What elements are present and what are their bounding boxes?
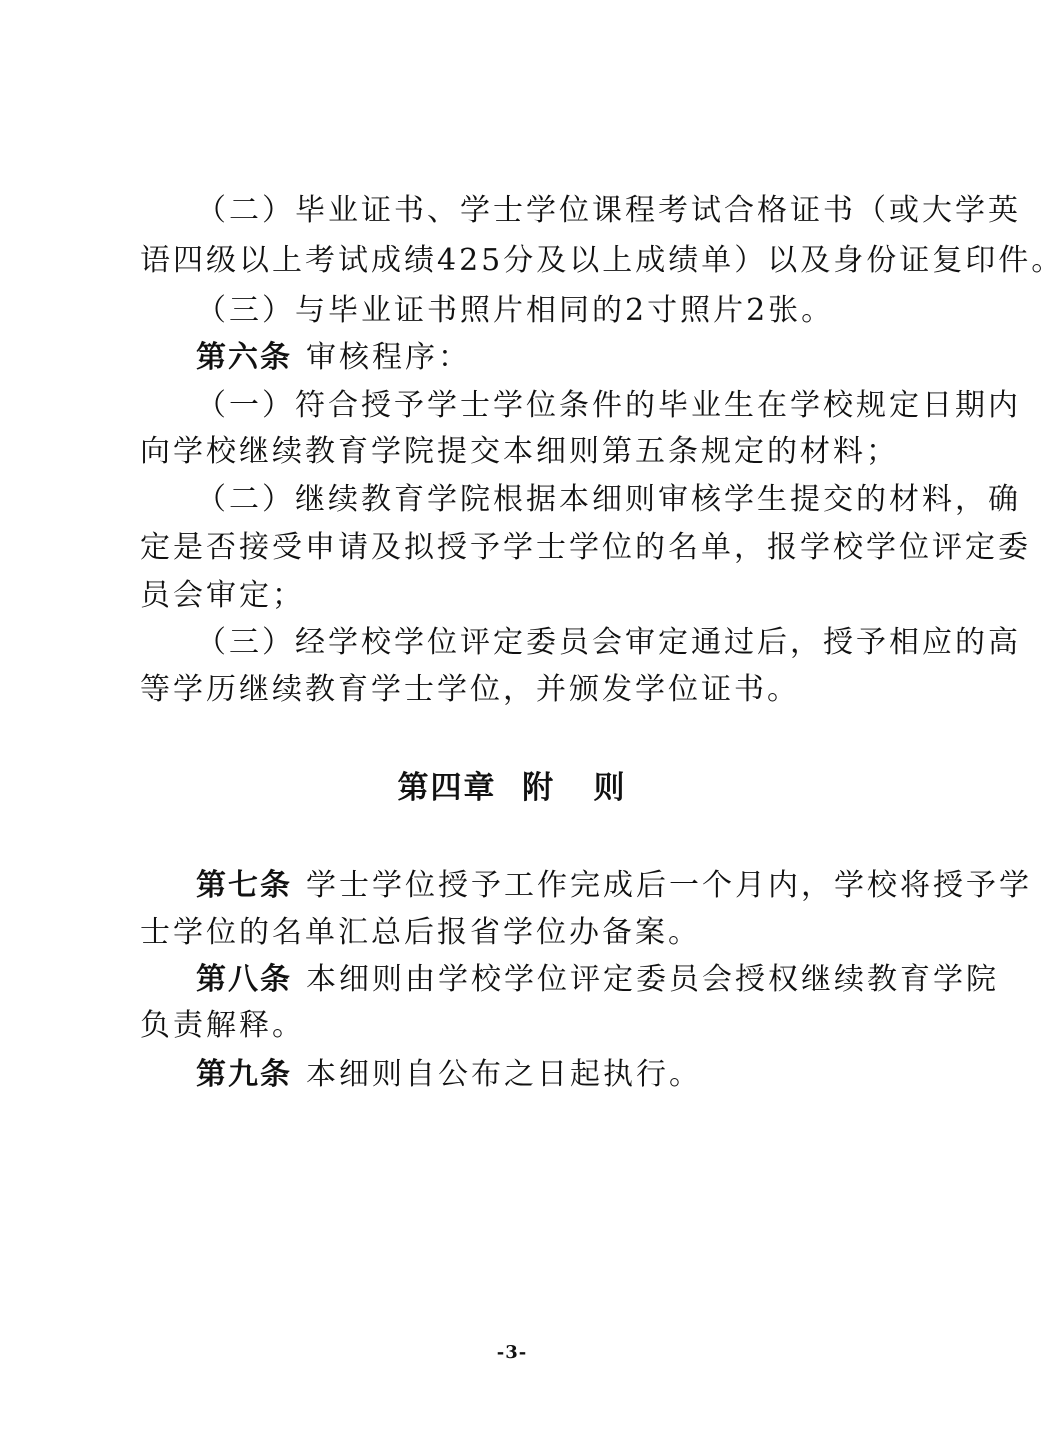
article-seven-line bbox=[196, 861, 1032, 911]
page-number: -3- bbox=[496, 1342, 528, 1363]
paragraph-line: （三）经学校学位评定委员会审定通过后，授予相应的高 bbox=[196, 625, 1021, 660]
article-six-text: 审核程序： bbox=[306, 340, 471, 375]
paragraph-line: （二）毕业证书、学士学位课程考试合格证书（或大学英 bbox=[196, 193, 1021, 228]
article-nine-line bbox=[196, 1050, 900, 1100]
paragraph-line: 员会审定； bbox=[140, 578, 305, 613]
paragraph-line: （二）继续教育学院根据本细则审核学生提交的材料，确 bbox=[196, 482, 1021, 517]
article-six-line bbox=[196, 333, 900, 383]
article-six-label: 第六条 bbox=[196, 340, 292, 375]
paragraph-line: 向学校继续教育学院提交本细则第五条规定的材料； bbox=[140, 434, 899, 469]
article-seven-label: 第七条 bbox=[196, 868, 292, 903]
article-eight-label: 第八条 bbox=[196, 962, 292, 997]
article-nine-text: 本细则自公布之日起执行。 bbox=[306, 1057, 702, 1092]
paragraph-line: 负责解释。 bbox=[140, 1008, 305, 1043]
paragraph-line: 等学历继续教育学士学位，并颁发学位证书。 bbox=[140, 672, 800, 707]
article-eight-text: 本细则由学校学位评定委员会授权继续教育学院 bbox=[306, 962, 999, 997]
article-seven-text: 学士学位授予工作完成后一个月内，学校将授予学 bbox=[306, 868, 1032, 903]
paragraph-line: （一）符合授予学士学位条件的毕业生在学校规定日期内 bbox=[196, 388, 1021, 423]
paragraph-line: （三）与毕业证书照片相同的2寸照片2张。 bbox=[196, 293, 835, 328]
article-eight-line bbox=[196, 955, 999, 1005]
paragraph-line: 定是否接受申请及拟授予学士学位的名单，报学校学位评定委 bbox=[140, 530, 1031, 565]
chapter-heading: 第四章 附 则 bbox=[397, 770, 627, 806]
article-nine-label: 第九条 bbox=[196, 1057, 292, 1092]
paragraph-line: 语四级以上考试成绩425分及以上成绩单）以及身份证复印件。 bbox=[140, 243, 1064, 278]
paragraph-line: 士学位的名单汇总后报省学位办备案。 bbox=[140, 915, 701, 950]
